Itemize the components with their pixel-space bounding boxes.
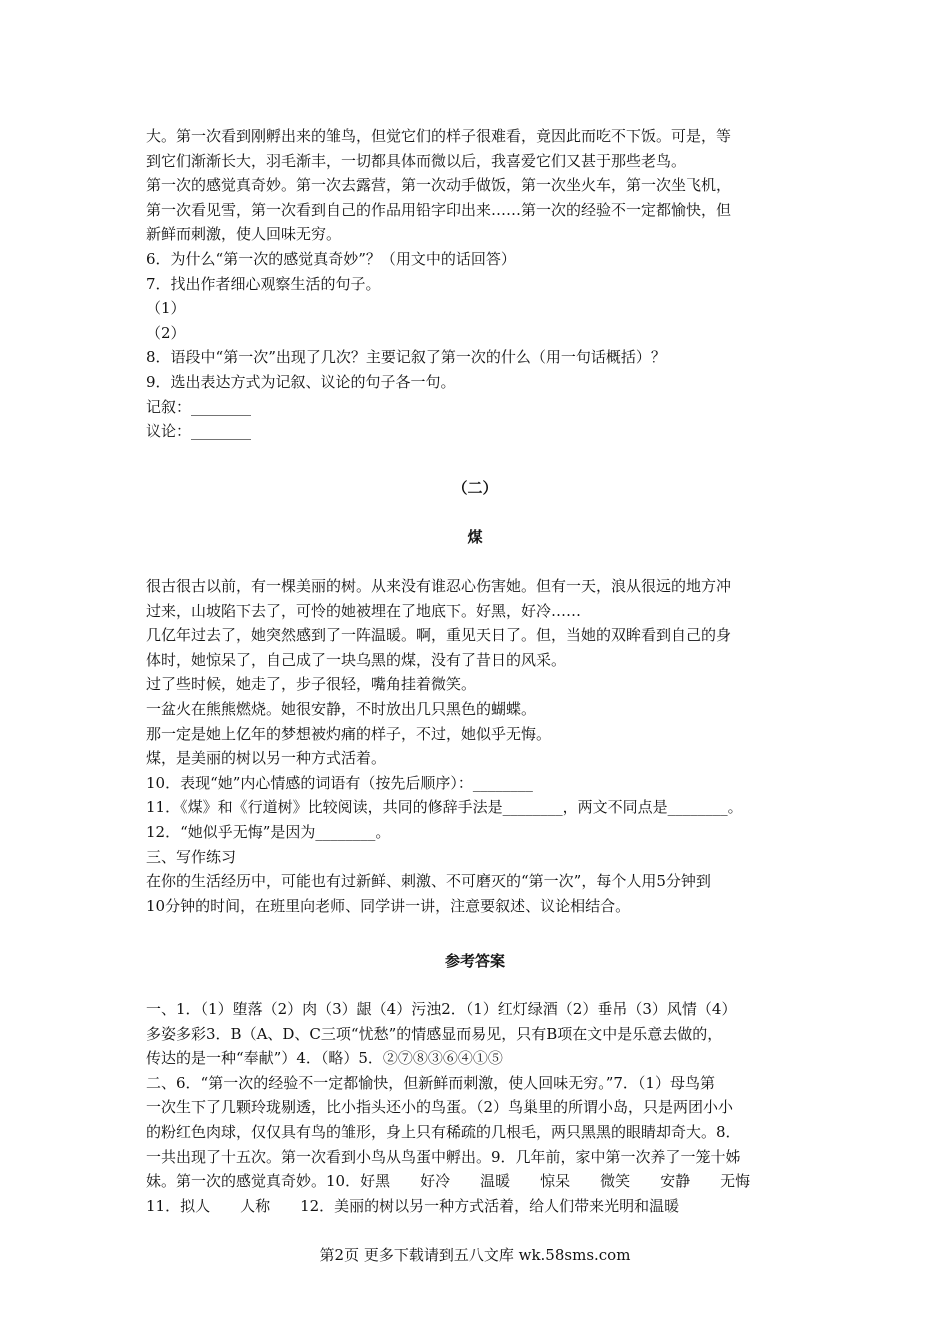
text-line: 第一次的感觉真奇妙。第一次去露营，第一次动手做饭，第一次坐火车，第一次坐飞机， — [146, 176, 732, 195]
answer-slot-2: （2） — [146, 323, 186, 342]
section-2-heading: （二） — [452, 479, 498, 497]
section-1-text — [146, 124, 816, 444]
answer-line: 传达的是一种“奉献”）4．（略）5．②⑦⑧③⑥④①⑤ — [146, 1049, 503, 1068]
question-7: 7．找出作者细心观察生活的句子。 — [146, 274, 381, 293]
answer-line: 一共出现了十五次。第一次看到小鸟从鸟蛋中孵出。9．几年前，家中第一次养了一笼十姊 — [146, 1147, 741, 1166]
text-line: 体时，她惊呆了，自己成了一块乌黑的煤，没有了昔日的风采。 — [146, 650, 567, 669]
answer-line: 妹。第一次的感觉真奇妙。10．好黑 好冷 温暖 惊呆 微笑 安静 无悔 — [146, 1172, 751, 1191]
essay-title: 煤 — [467, 528, 483, 546]
text-line: 新鲜而刺激，使人回味无穷。 — [146, 225, 342, 244]
text-line: 到它们渐渐长大，羽毛渐丰，一切都具体而微以后，我喜爱它们又甚于那些老鸟。 — [146, 151, 687, 170]
text-line: 一盆火在熊熊燃烧。她很安静，不时放出几只黑色的蝴蝶。 — [146, 699, 537, 718]
answers-text — [146, 997, 816, 1218]
text-line: 几亿年过去了，她突然感到了一阵温暖。啊，重见天日了。但，当她的双眸看到自己的身 — [146, 626, 732, 645]
answer-line: 二、6．“第一次的经验不一定都愉快，但新鲜而刺激，使人回味无穷。”7．（1）母鸟第 — [146, 1073, 715, 1092]
answer-line: 11．拟人 人称 12．美丽的树以另一种方式活着，给人们带来光明和温暖 — [146, 1196, 680, 1215]
question-6: 6．为什么“第一次的感觉真奇妙”？（用文中的话回答） — [146, 249, 516, 268]
writing-practice-heading: 三、写作练习 — [146, 847, 237, 866]
text-line: 第一次看见雪，第一次看到自己的作品用铅字印出来……第一次的经验不一定都愉快，但 — [146, 200, 732, 219]
answer-slot-1: （1） — [146, 299, 186, 318]
text-line: 在你的生活经历中，可能也有过新鲜、刺激、不可磨灭的“第一次”，每个人用5分钟到 — [146, 872, 711, 891]
question-12: 12．“她似乎无悔”是因为________。 — [146, 822, 391, 841]
text-line: 大。第一次看到刚孵出来的雏鸟，但觉它们的样子很难看，竟因此而吃不下饭。可是，等 — [146, 127, 732, 145]
answer-line: 一次生下了几颗玲珑剔透，比小指头还小的鸟蛋。（2）鸟巢里的所谓小岛，只是两团小小 — [146, 1098, 734, 1117]
argument-blank: 议论：________ — [146, 422, 252, 441]
text-line: 过了些时候，她走了，步子很轻，嘴角挂着微笑。 — [146, 675, 477, 694]
text-line: 那一定是她上亿年的梦想被灼痛的样子，不过，她似乎无悔。 — [146, 724, 552, 743]
page-footer: 第2页 更多下载请到五八文库 wk.58sms.com — [319, 1246, 631, 1264]
answer-line: 一、1．（1）堕落（2）肉（3）龈（4）污浊2．（1）红灯绿酒（2）垂吊（3）风情（4） — [146, 1000, 737, 1018]
section-2-text — [146, 574, 816, 918]
question-8: 8．语段中“第一次”出现了几次？主要记叙了第一次的什么（用一句话概括）？ — [146, 348, 666, 367]
answer-line: 多姿多彩3．B（A、D、C三项“忧愁”的情感显而易见，只有B项在文中是乐意去做的， — [146, 1024, 723, 1043]
question-10: 10．表现“她”内心情感的词语有（按先后顺序）：________ — [146, 773, 533, 792]
answer-line: 的粉红色肉球，仅仅具有鸟的雏形，身上只有稀疏的几根毛，两只黑黑的眼睛却奇大。8． — [146, 1122, 741, 1141]
text-line: 很古很古以前，有一棵美丽的树。从来没有谁忍心伤害她。但有一天，浪从很远的地方冲 — [146, 577, 732, 595]
question-9: 9．选出表达方式为记叙、议论的句子各一句。 — [146, 372, 456, 391]
question-11: 11．《煤》和《行道树》比较阅读，共同的修辞手法是________，两文不同点是________。 — [146, 798, 743, 817]
text-line: 煤，是美丽的树以另一种方式活着。 — [146, 749, 387, 768]
text-line: 10分钟的时间，在班里向老师、同学讲一讲，注意要叙述、议论相结合。 — [146, 896, 631, 915]
narration-blank: 记叙：________ — [146, 397, 252, 416]
text-line: 过来，山坡陷下去了，可怜的她被埋在了地底下。好黑，好冷…… — [146, 601, 582, 620]
answers-heading: 参考答案 — [444, 952, 505, 970]
